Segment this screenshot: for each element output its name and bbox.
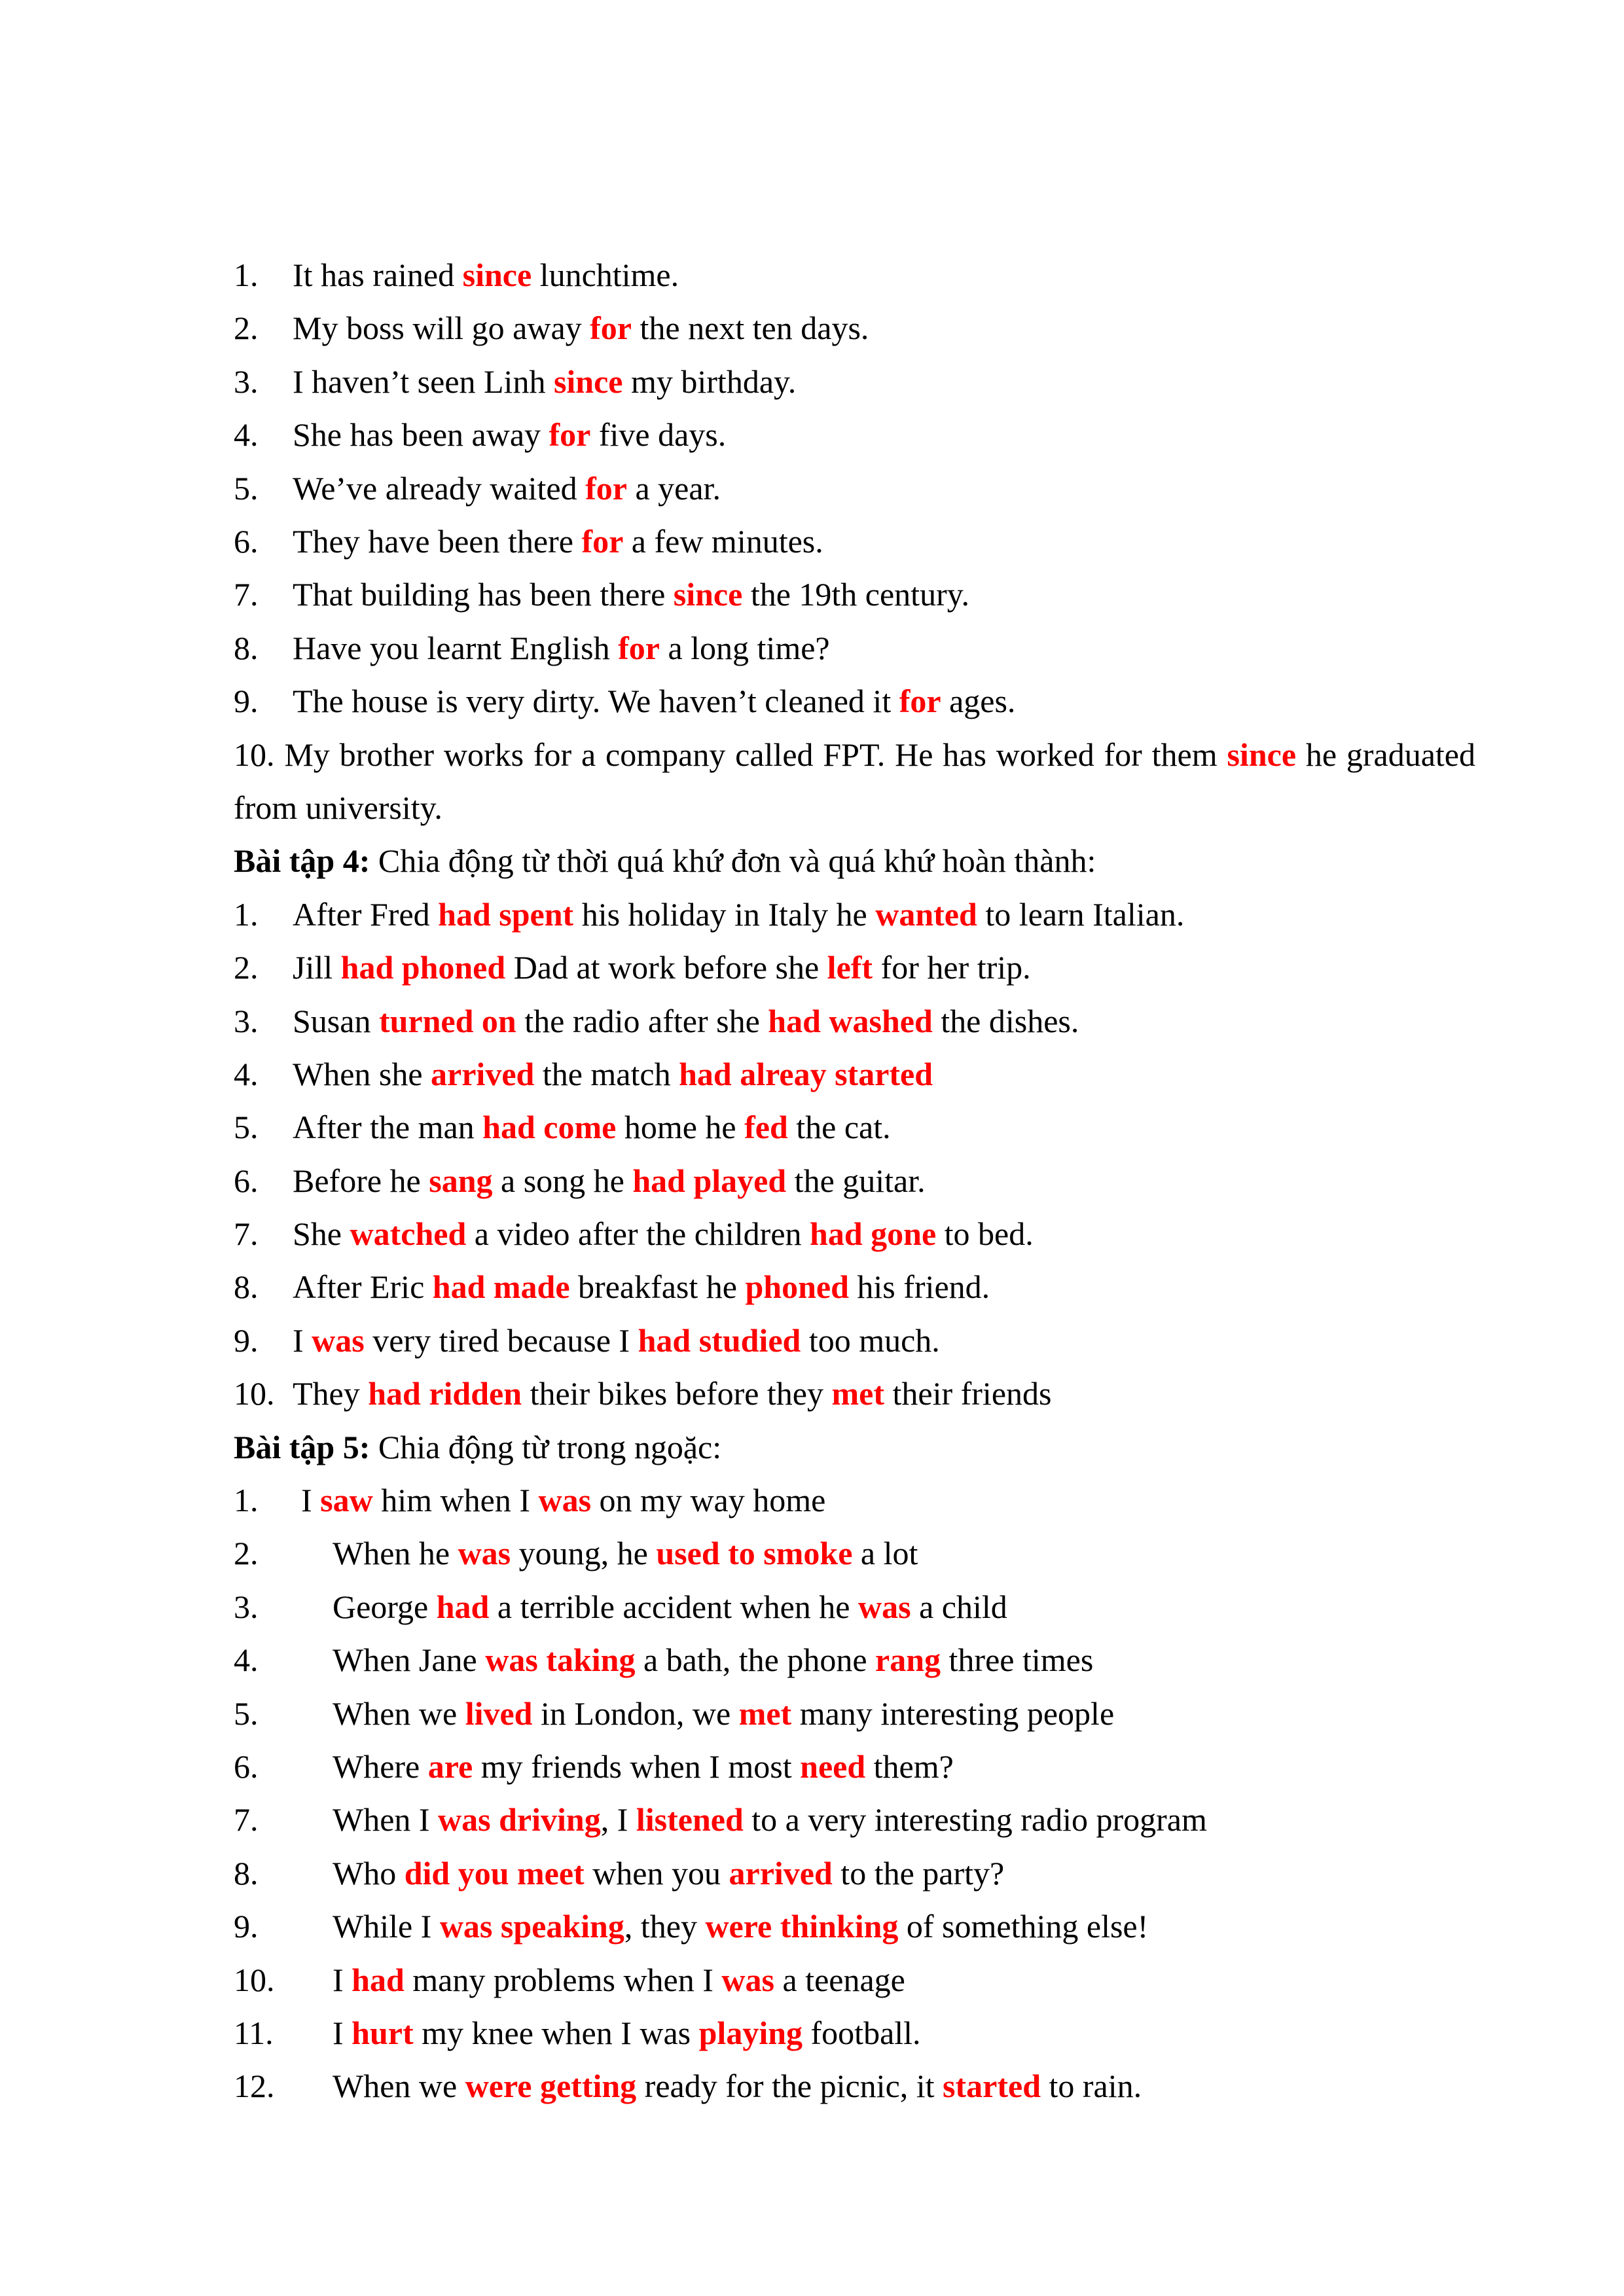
list-item bbox=[234, 1155, 1475, 1208]
item-sentence bbox=[293, 888, 1184, 941]
list-item bbox=[234, 302, 1475, 355]
sentence-text: breakfast he bbox=[569, 1268, 746, 1306]
answer-text: for bbox=[899, 683, 941, 720]
answer-text: were getting bbox=[465, 2068, 637, 2105]
list-item bbox=[234, 355, 1475, 408]
item-number: 3. bbox=[234, 1002, 259, 1039]
answer-text: was bbox=[538, 1482, 592, 1519]
sentence-text: his friend. bbox=[848, 1268, 990, 1306]
item-number: 1. bbox=[234, 1482, 259, 1519]
list-item bbox=[234, 1900, 1475, 1953]
item-number: 12. bbox=[234, 2068, 275, 2105]
sentence-text: three times bbox=[941, 1641, 1094, 1679]
item-number: 6. bbox=[234, 522, 259, 560]
sentence-text: the next ten days. bbox=[632, 310, 869, 347]
sentence-text: , I bbox=[600, 1801, 636, 1839]
sentence-text: in London, we bbox=[532, 1695, 739, 1732]
item-number: 5. bbox=[234, 1109, 259, 1146]
sentence-text: 10. My brother works for a company called FPT. He has worked for them bbox=[234, 736, 1227, 773]
sentence-text: When Jane bbox=[333, 1641, 486, 1679]
answer-text: saw bbox=[320, 1482, 373, 1519]
item-number: 4. bbox=[234, 416, 259, 454]
sentence-text: to a very interesting radio program bbox=[743, 1801, 1207, 1839]
answer-text: left bbox=[827, 949, 873, 986]
sentence-text: I bbox=[333, 2014, 352, 2051]
sentence-text: a lot bbox=[852, 1535, 918, 1572]
answer-text: did you meet bbox=[404, 1854, 585, 1892]
answer-text: for bbox=[549, 416, 591, 454]
sentence-text: a teenage bbox=[774, 1961, 905, 1998]
sentence-text: my friends when I most bbox=[473, 1748, 801, 1785]
sentence-text: to rain. bbox=[1041, 2068, 1142, 2105]
exercise-heading bbox=[234, 1421, 1475, 1474]
item-sentence bbox=[333, 2060, 1142, 2113]
answer-text: wanted bbox=[875, 895, 977, 933]
answer-text: was bbox=[721, 1961, 774, 1998]
answer-text: are bbox=[427, 1748, 473, 1785]
sentence-text: After Eric bbox=[293, 1268, 433, 1306]
item-sentence bbox=[293, 249, 679, 302]
sentence-text: for her trip. bbox=[873, 949, 1031, 986]
item-sentence bbox=[293, 462, 721, 515]
item-number: 4. bbox=[234, 1055, 259, 1092]
item-number: 5. bbox=[234, 469, 259, 507]
sentence-text: When we bbox=[333, 2068, 465, 2105]
answer-text: had ridden bbox=[368, 1375, 522, 1412]
sentence-text: the dishes. bbox=[932, 1002, 1079, 1039]
item-number: 10. bbox=[234, 1961, 275, 1998]
list-item bbox=[234, 1367, 1475, 1420]
item-sentence bbox=[293, 515, 823, 568]
answer-text: was driving bbox=[438, 1801, 601, 1839]
sentence-text: When I bbox=[333, 1801, 439, 1839]
answer-text: since bbox=[673, 576, 743, 613]
sentence-text: lunchtime. bbox=[532, 257, 679, 293]
list-item bbox=[234, 462, 1475, 515]
sentence-text: They bbox=[293, 1375, 369, 1412]
item-sentence bbox=[293, 1314, 940, 1367]
exercise-label: Bài tập 4: bbox=[234, 842, 370, 880]
sentence-text: he graduated from university. bbox=[234, 736, 1475, 826]
sentence-text: a year. bbox=[626, 469, 721, 507]
sentence-text: my knee when I was bbox=[413, 2014, 699, 2051]
list-item bbox=[234, 728, 1475, 835]
sentence-text: young, he bbox=[511, 1535, 657, 1572]
item-sentence bbox=[293, 1101, 891, 1154]
sentence-text: the 19th century. bbox=[742, 576, 969, 613]
list-item bbox=[234, 1261, 1475, 1314]
list-item bbox=[234, 568, 1475, 621]
answer-text: arrived bbox=[431, 1055, 535, 1092]
sentence-text: many problems when I bbox=[404, 1961, 722, 1998]
list-item bbox=[234, 622, 1475, 675]
item-sentence bbox=[293, 995, 1079, 1048]
sentence-text: My boss will go away bbox=[293, 310, 590, 347]
sentence-text: George bbox=[333, 1588, 437, 1625]
list-item bbox=[234, 408, 1475, 461]
sentence-text: the radio after she bbox=[516, 1002, 768, 1039]
sentence-text: their bikes before they bbox=[522, 1375, 832, 1412]
sentence-text: She has been away bbox=[293, 416, 549, 454]
sentence-text: I bbox=[301, 1482, 321, 1519]
list-item bbox=[234, 2007, 1475, 2060]
item-sentence bbox=[293, 302, 869, 355]
sentence-text: a child bbox=[911, 1588, 1007, 1625]
answer-text: had washed bbox=[768, 1002, 933, 1039]
list-item bbox=[234, 888, 1475, 941]
item-number: 2. bbox=[234, 949, 259, 986]
sentence-text: my birthday. bbox=[623, 363, 797, 400]
item-number: 9. bbox=[234, 683, 259, 720]
answer-text: had alreay started bbox=[679, 1055, 933, 1092]
item-number: 6. bbox=[234, 1162, 259, 1199]
answer-text: had come bbox=[482, 1109, 617, 1146]
item-number: 8. bbox=[234, 1854, 259, 1892]
item-number: 9. bbox=[234, 1321, 259, 1359]
item-number: 7. bbox=[234, 1215, 259, 1253]
list-item bbox=[234, 1740, 1475, 1793]
list-item bbox=[234, 2060, 1475, 2113]
item-sentence bbox=[293, 622, 830, 675]
sentence-text: Have you learnt English bbox=[293, 629, 619, 666]
sentence-text: While I bbox=[333, 1908, 440, 1945]
answer-text: had studied bbox=[638, 1321, 801, 1359]
item-sentence bbox=[293, 675, 1015, 728]
sentence-text: them? bbox=[865, 1748, 954, 1785]
sentence-text: many interesting people bbox=[791, 1695, 1115, 1732]
item-number: 3. bbox=[234, 363, 259, 400]
sentence-text: ready for the picnic, it bbox=[636, 2068, 943, 2105]
sentence-text: We’ve already waited bbox=[293, 469, 586, 507]
sentence-text: That building has been there bbox=[293, 576, 674, 613]
list-item bbox=[234, 1847, 1475, 1900]
list-item bbox=[234, 1634, 1475, 1687]
item-sentence bbox=[333, 2007, 921, 2060]
list-item bbox=[234, 1954, 1475, 2007]
item-sentence bbox=[333, 1687, 1114, 1740]
answer-text: for bbox=[581, 522, 624, 560]
sentence-text: on my way home bbox=[591, 1482, 826, 1519]
answer-text: need bbox=[800, 1748, 866, 1785]
item-number: 10. bbox=[234, 1375, 275, 1412]
item-sentence bbox=[333, 1954, 905, 2007]
item-sentence bbox=[293, 941, 1031, 994]
answer-text: was bbox=[312, 1321, 365, 1359]
sentence-text: They have been there bbox=[293, 522, 582, 560]
item-sentence bbox=[333, 1634, 1093, 1687]
answer-text: had gone bbox=[810, 1215, 937, 1253]
sentence-text: when you bbox=[584, 1854, 729, 1892]
item-sentence bbox=[333, 1847, 1004, 1900]
answer-text: used to smoke bbox=[656, 1535, 853, 1572]
sentence-text: Who bbox=[333, 1854, 405, 1892]
list-item bbox=[234, 1101, 1475, 1154]
list-item bbox=[234, 1474, 1475, 1527]
sentence-text: the match bbox=[534, 1055, 679, 1092]
item-number: 1. bbox=[234, 257, 259, 293]
answer-text: for bbox=[585, 469, 627, 507]
sentence-text: Dad at work before she bbox=[505, 949, 827, 986]
exercise-label: Bài tập 5: bbox=[234, 1428, 370, 1465]
answer-text: met bbox=[738, 1695, 792, 1732]
list-item bbox=[234, 515, 1475, 568]
item-number: 5. bbox=[234, 1695, 259, 1732]
list-item bbox=[234, 249, 1475, 302]
sentence-text: After the man bbox=[293, 1109, 483, 1146]
item-sentence bbox=[293, 1048, 933, 1101]
answer-text: had bbox=[352, 1961, 405, 1998]
item-number: 1. bbox=[234, 895, 259, 933]
sentence-text: of something else! bbox=[898, 1908, 1149, 1945]
answer-text: sang bbox=[429, 1162, 493, 1199]
item-number: 6. bbox=[234, 1748, 259, 1785]
sentence-text: I bbox=[333, 1961, 352, 1998]
sentence-text: The house is very dirty. We haven’t cleaned it bbox=[293, 683, 899, 720]
answer-text: started bbox=[943, 2068, 1041, 2105]
item-number: 4. bbox=[234, 1641, 259, 1679]
item-sentence bbox=[293, 1367, 1051, 1420]
item-sentence bbox=[333, 1900, 1148, 1953]
answer-text: arrived bbox=[729, 1854, 833, 1892]
list-item bbox=[234, 1687, 1475, 1740]
answer-text: hurt bbox=[352, 2014, 414, 2051]
answer-text: was bbox=[458, 1535, 511, 1572]
sentence-text: After Fred bbox=[293, 895, 439, 933]
sentence-text: She bbox=[293, 1215, 350, 1253]
sentence-text: home he bbox=[616, 1109, 745, 1146]
item-sentence bbox=[333, 1793, 1207, 1846]
item-number: 3. bbox=[234, 1588, 259, 1625]
sentence-text: Before he bbox=[293, 1162, 429, 1199]
sentence-text: When we bbox=[333, 1695, 465, 1732]
list-item bbox=[234, 1527, 1475, 1580]
answer-text: fed bbox=[744, 1109, 788, 1146]
answer-text: turned on bbox=[378, 1002, 516, 1039]
sentence-text: to learn Italian. bbox=[977, 895, 1185, 933]
document-page bbox=[234, 249, 1475, 2113]
item-sentence bbox=[293, 568, 969, 621]
item-number: 2. bbox=[234, 310, 259, 347]
sentence-text: a video after the children bbox=[466, 1215, 810, 1253]
answer-text: met bbox=[831, 1375, 884, 1412]
item-sentence bbox=[333, 1527, 918, 1580]
exercise-heading bbox=[234, 834, 1475, 888]
sentence-text: a few minutes. bbox=[623, 522, 823, 560]
exercise-instruction: Chia động từ thời quá khứ đơn và quá khứ hoàn thành: bbox=[370, 842, 1096, 880]
item-number: 8. bbox=[234, 1268, 259, 1306]
list-item bbox=[234, 675, 1475, 728]
list-item bbox=[234, 941, 1475, 994]
item-number: 11. bbox=[234, 2014, 274, 2051]
sentence-text: Jill bbox=[293, 949, 341, 986]
answer-text: watched bbox=[350, 1215, 467, 1253]
answer-text: for bbox=[618, 629, 660, 666]
sentence-text: very tired because I bbox=[364, 1321, 638, 1359]
answer-text: playing bbox=[698, 2014, 803, 2051]
answer-text: had made bbox=[432, 1268, 570, 1306]
list-item bbox=[234, 1208, 1475, 1261]
item-sentence bbox=[293, 1208, 1034, 1261]
answer-text: listened bbox=[636, 1801, 744, 1839]
item-number: 2. bbox=[234, 1535, 259, 1572]
list-item bbox=[234, 1581, 1475, 1634]
item-number: 8. bbox=[234, 629, 259, 666]
sentence-text: I bbox=[293, 1321, 312, 1359]
sentence-text: their friends bbox=[884, 1375, 1052, 1412]
sentence-text: a long time? bbox=[659, 629, 830, 666]
answer-text: since bbox=[462, 257, 532, 293]
answer-text: had spent bbox=[438, 895, 574, 933]
answer-text: rang bbox=[875, 1641, 941, 1679]
sentence-text: his holiday in Italy he bbox=[573, 895, 876, 933]
sentence-text: a terrible accident when he bbox=[489, 1588, 858, 1625]
list-item bbox=[234, 1048, 1475, 1101]
item-sentence bbox=[293, 355, 796, 408]
item-sentence bbox=[293, 1261, 990, 1314]
answer-text: since bbox=[1227, 736, 1297, 773]
answer-text: was speaking bbox=[439, 1908, 624, 1945]
list-item bbox=[234, 995, 1475, 1048]
item-sentence bbox=[301, 1474, 825, 1527]
sentence-text: ages. bbox=[941, 683, 1016, 720]
sentence-text: a song he bbox=[492, 1162, 633, 1199]
sentence-text: Where bbox=[333, 1748, 428, 1785]
answer-text: since bbox=[553, 363, 623, 400]
answer-text: were thinking bbox=[705, 1908, 899, 1945]
sentence-text: It has rained bbox=[293, 257, 463, 293]
answer-text: for bbox=[590, 310, 632, 347]
answer-text: had bbox=[436, 1588, 490, 1625]
sentence-text: the guitar. bbox=[786, 1162, 926, 1199]
sentence-text: too much. bbox=[801, 1321, 940, 1359]
sentence-text: him when I bbox=[372, 1482, 539, 1519]
item-sentence bbox=[293, 408, 726, 461]
item-number: 7. bbox=[234, 576, 259, 613]
answer-text: was bbox=[857, 1588, 911, 1625]
item-number: 7. bbox=[234, 1801, 259, 1839]
list-item bbox=[234, 1793, 1475, 1846]
item-sentence bbox=[293, 1155, 926, 1208]
sentence-text: to bed. bbox=[936, 1215, 1034, 1253]
sentence-text: , they bbox=[624, 1908, 706, 1945]
sentence-text: the cat. bbox=[787, 1109, 891, 1146]
item-sentence bbox=[333, 1740, 954, 1793]
item-number: 9. bbox=[234, 1908, 259, 1945]
sentence-text: to the party? bbox=[832, 1854, 1005, 1892]
exercise-instruction: Chia động từ trong ngoặc: bbox=[370, 1428, 722, 1465]
sentence-text: When she bbox=[293, 1055, 431, 1092]
answer-text: had played bbox=[632, 1162, 787, 1199]
answer-text: phoned bbox=[745, 1268, 849, 1306]
sentence-text: When he bbox=[333, 1535, 458, 1572]
sentence-text: Susan bbox=[293, 1002, 379, 1039]
answer-text: had phoned bbox=[340, 949, 506, 986]
sentence-text: I haven’t seen Linh bbox=[293, 363, 554, 400]
item-sentence bbox=[333, 1581, 1007, 1634]
list-item bbox=[234, 1314, 1475, 1367]
sentence-text: football. bbox=[803, 2014, 921, 2051]
sentence-text: five days. bbox=[590, 416, 727, 454]
answer-text: was taking bbox=[485, 1641, 636, 1679]
answer-text: lived bbox=[465, 1695, 533, 1732]
sentence-text: a bath, the phone bbox=[635, 1641, 876, 1679]
